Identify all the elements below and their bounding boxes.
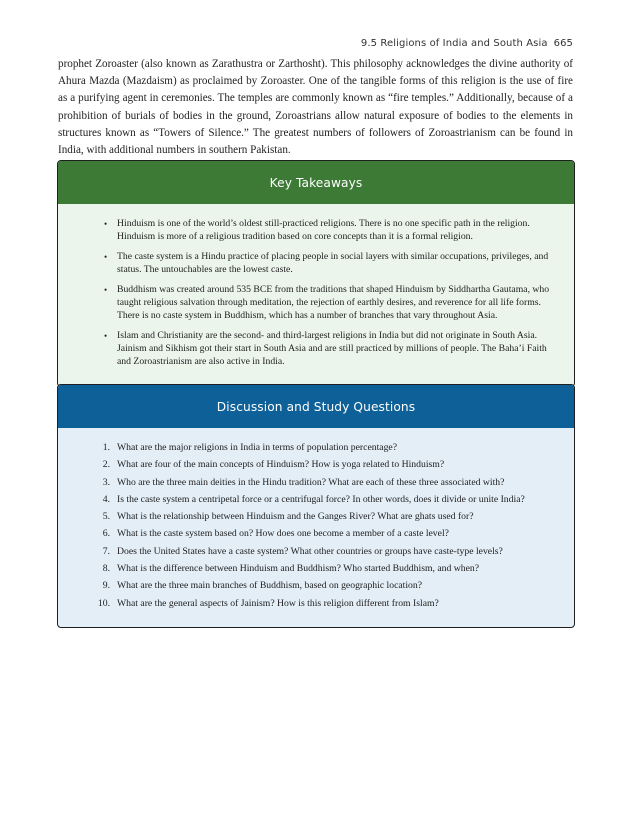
list-item [58,511,574,524]
list-item [58,218,574,244]
discussion-questions-title: Discussion and Study Questions [216,399,416,414]
section-title: 9.5 Religions of India and South Asia [360,38,548,49]
list-item [58,284,574,322]
page-number: 665 [553,38,573,49]
discussion-questions-body [58,428,574,627]
list-item [58,494,574,507]
key-takeaways-box [57,160,575,387]
question-number: 7. [102,545,110,557]
question-text: Is the caste system a centripetal force or a centrifugal force? In other words, does it divide or unite India? [117,493,525,505]
question-number: 1. [102,442,110,453]
body-paragraph: prophet Zoroaster (also known as Zarathustra or Zarthosht). This philosophy acknowledges the divine authority of Ahura Mazda (Mazdaism) as proclaimed by Zoroaster. One of the tangible forms of this religion is the use of fire as a purifying agent in ceremonies. The temples are commonly known as “fire temples.” Additionally, because of a prohibition of burials of bodies in the ground, Zoroastrians allow natural exposure of bodies to the elements in structures known as “Towers of Silence.” The greatest numbers of followers of Zoroastrianism can be found in India, with additional numbers in southern Pakistan. [58,58,573,157]
question-number: 8. [102,563,110,575]
discussion-questions-list [58,442,574,610]
question-number: 6. [102,528,110,540]
list-item [58,251,574,277]
bullet: • [104,219,108,229]
question-text: What is the relationship between Hinduism and the Ganges River? What are ghats used for? [117,511,474,523]
question-text: What is the caste system based on? How does one become a member of a caste level? [117,528,449,540]
question-number: 3. [102,476,110,488]
question-text: What are the general aspects of Jainism? How is this religion different from Islam? [117,597,439,609]
bullet: • [104,252,108,263]
question-text: What are the three main branches of Buddhism, based on geographic location? [117,580,423,592]
discussion-questions-header [58,385,574,428]
list-item [58,528,574,541]
key-takeaways-header [58,161,574,204]
list-item-text: Hinduism is one of the world’s oldest still-practiced religions. There is no one specific path in the religion. Hinduism is more of a religious tradition based on core concepts than it is a formal religion. [117,218,530,242]
question-text: Who are the three main deities in the Hindu tradition? What are each of these three associated with? [117,476,505,488]
key-takeaways-list [58,218,574,368]
list-item-text: The caste system is a Hindu practice of placing people in social layers with similar occupations, privileges, and status. The untouchables are the lowest caste. [117,251,549,275]
question-number: 10. [97,597,110,609]
list-item [58,330,574,368]
bullet: • [104,331,108,342]
question-number: 2. [102,459,110,471]
list-item-text: Islam and Christianity are the second- and third-largest religions in India but did not originate in South Asia. Jainism and Sikhism got their start in South Asia and are still practiced by millions of people. The Baha’i Faith and Zoroastrianism are also active in India. [117,330,547,367]
list-item-text: Buddhism was created around 535 BCE from the traditions that shaped Hinduism by Siddhartha Gautama, who taught religious salvation through meditation, the rejection of earthly desires, and reverence for all life forms. There is no caste system in Buddhism, which has a number of branches that vary throughout Asia. [117,284,550,321]
question-number: 4. [102,493,110,505]
list-item [58,459,574,472]
list-item [58,546,574,559]
running-head [361,38,573,49]
key-takeaways-title: Key Takeaways [269,175,363,190]
list-item [58,580,574,593]
question-text: What are four of the main concepts of Hinduism? How is yoga related to Hinduism? [117,459,445,471]
question-number: 5. [102,511,110,523]
question-number: 9. [102,580,110,592]
list-item [58,442,574,455]
list-item [58,563,574,576]
discussion-questions-box [57,384,575,628]
key-takeaways-body [58,204,574,386]
list-item [58,477,574,490]
question-text: Does the United States have a caste system? What other countries or groups have caste-type levels? [117,545,503,557]
question-text: What is the difference between Hinduism and Buddhism? Who started Buddhism, and when? [117,563,480,575]
list-item [58,598,574,611]
bullet: • [104,285,108,296]
question-text: What are the major religions in India in terms of population percentage? [117,442,398,453]
